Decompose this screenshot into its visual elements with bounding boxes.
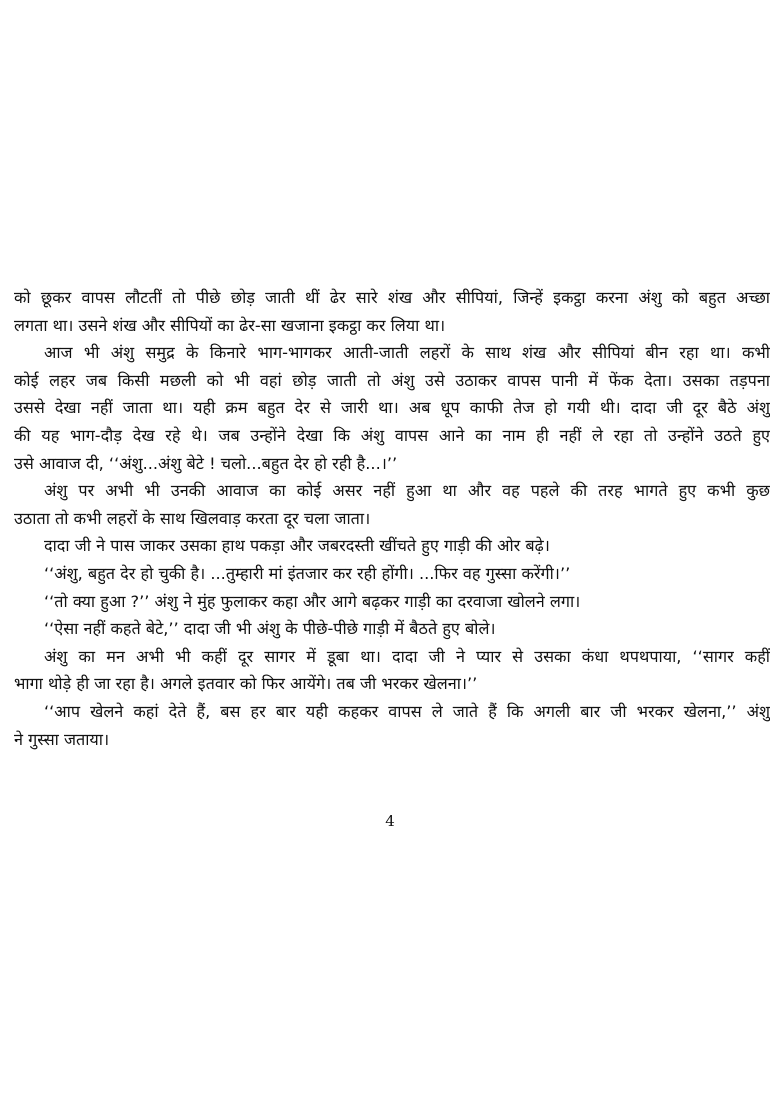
text-line: ‘‘आप खेलने कहां देते हैं, बस हर बार यही कहकर वापस ले जाते हैं कि अगली बार जी भरकर खेलना,’’ अंशु <box>44 701 770 721</box>
text-line: भागा थोड़े ही जा रहा है। अगले इतवार को फिर आयेंगे। तब जी भरकर खेलना।’’ <box>14 674 478 694</box>
body-text <box>14 284 770 753</box>
text-line: ‘‘अंशु, बहुत देर हो चुकी है। ...तुम्हारी मां इंतजार कर रही होंगी। ...फिर वह गुस्सा करेंगी।’’ <box>44 563 571 583</box>
text-line: कोई लहर जब किसी मछली को भी वहां छोड़ जाती तो अंशु उसे उठाकर वापस पानी में फेंक देता। उसका तड़पना <box>14 370 770 390</box>
text-line: दादा जी ने पास जाकर उसका हाथ पकड़ा और जबरदस्ती खींचते हुए गाड़ी की ओर बढ़े। <box>44 536 550 556</box>
page-number: 4 <box>385 812 395 830</box>
text-line: लगता था। उसने शंख और सीपियों का ढेर-सा खजाना इकट्ठा कर लिया था। <box>14 315 446 335</box>
text-line: उससे देखा नहीं जाता था। यही क्रम बहुत देर से जारी था। अब धूप काफी तेज हो गयी थी। दादा जी दूर बैठे अंशु <box>14 398 770 418</box>
text-line: ने गुस्सा जताया। <box>14 729 110 749</box>
text-line: अंशु का मन अभी भी कहीं दूर सागर में डूबा था। दादा जी ने प्यार से उसका कंधा थपथपाया, ‘‘सागर कहीं <box>44 646 770 666</box>
text-line: अंशु पर अभी भी उनकी आवाज का कोई असर नहीं हुआ था और वह पहले की तरह भागते हुए कभी कुछ <box>44 481 770 501</box>
text-line: को छूकर वापस लौटतीं तो पीछे छोड़ जाती थीं ढेर सारे शंख और सीपियां, जिन्हें इकट्ठा करना अंशु को बहुत अच्छा <box>14 288 770 307</box>
text-line: ‘‘तो क्या हुआ ?’’ अंशु ने मुंह फुलाकर कहा और आगे बढ़कर गाड़ी का दरवाजा खोलने लगा। <box>44 591 581 611</box>
text-line: उसे आवाज दी, ‘‘अंशु...अंशु बेटे ! चलो...बहुत देर हो रही है...।’’ <box>14 453 398 473</box>
text-line: ‘‘ऐसा नहीं कहते बेटे,’’ दादा जी भी अंशु के पीछे-पीछे गाड़ी में बैठते हुए बोले। <box>44 619 496 639</box>
text-line: की यह भाग-दौड़ देख रहे थे। जब उन्होंने देखा कि अंशु वापस आने का नाम ही नहीं ले रहा तो उन्होंने उठते हुए <box>14 425 770 445</box>
text-line: उठाता तो कभी लहरों के साथ खिलवाड़ करता दूर चला जाता। <box>14 508 371 528</box>
text-line: आज भी अंशु समुद्र के किनारे भाग-भागकर आती-जाती लहरों के साथ शंख और सीपियां बीन रहा था। कभी <box>44 343 770 363</box>
